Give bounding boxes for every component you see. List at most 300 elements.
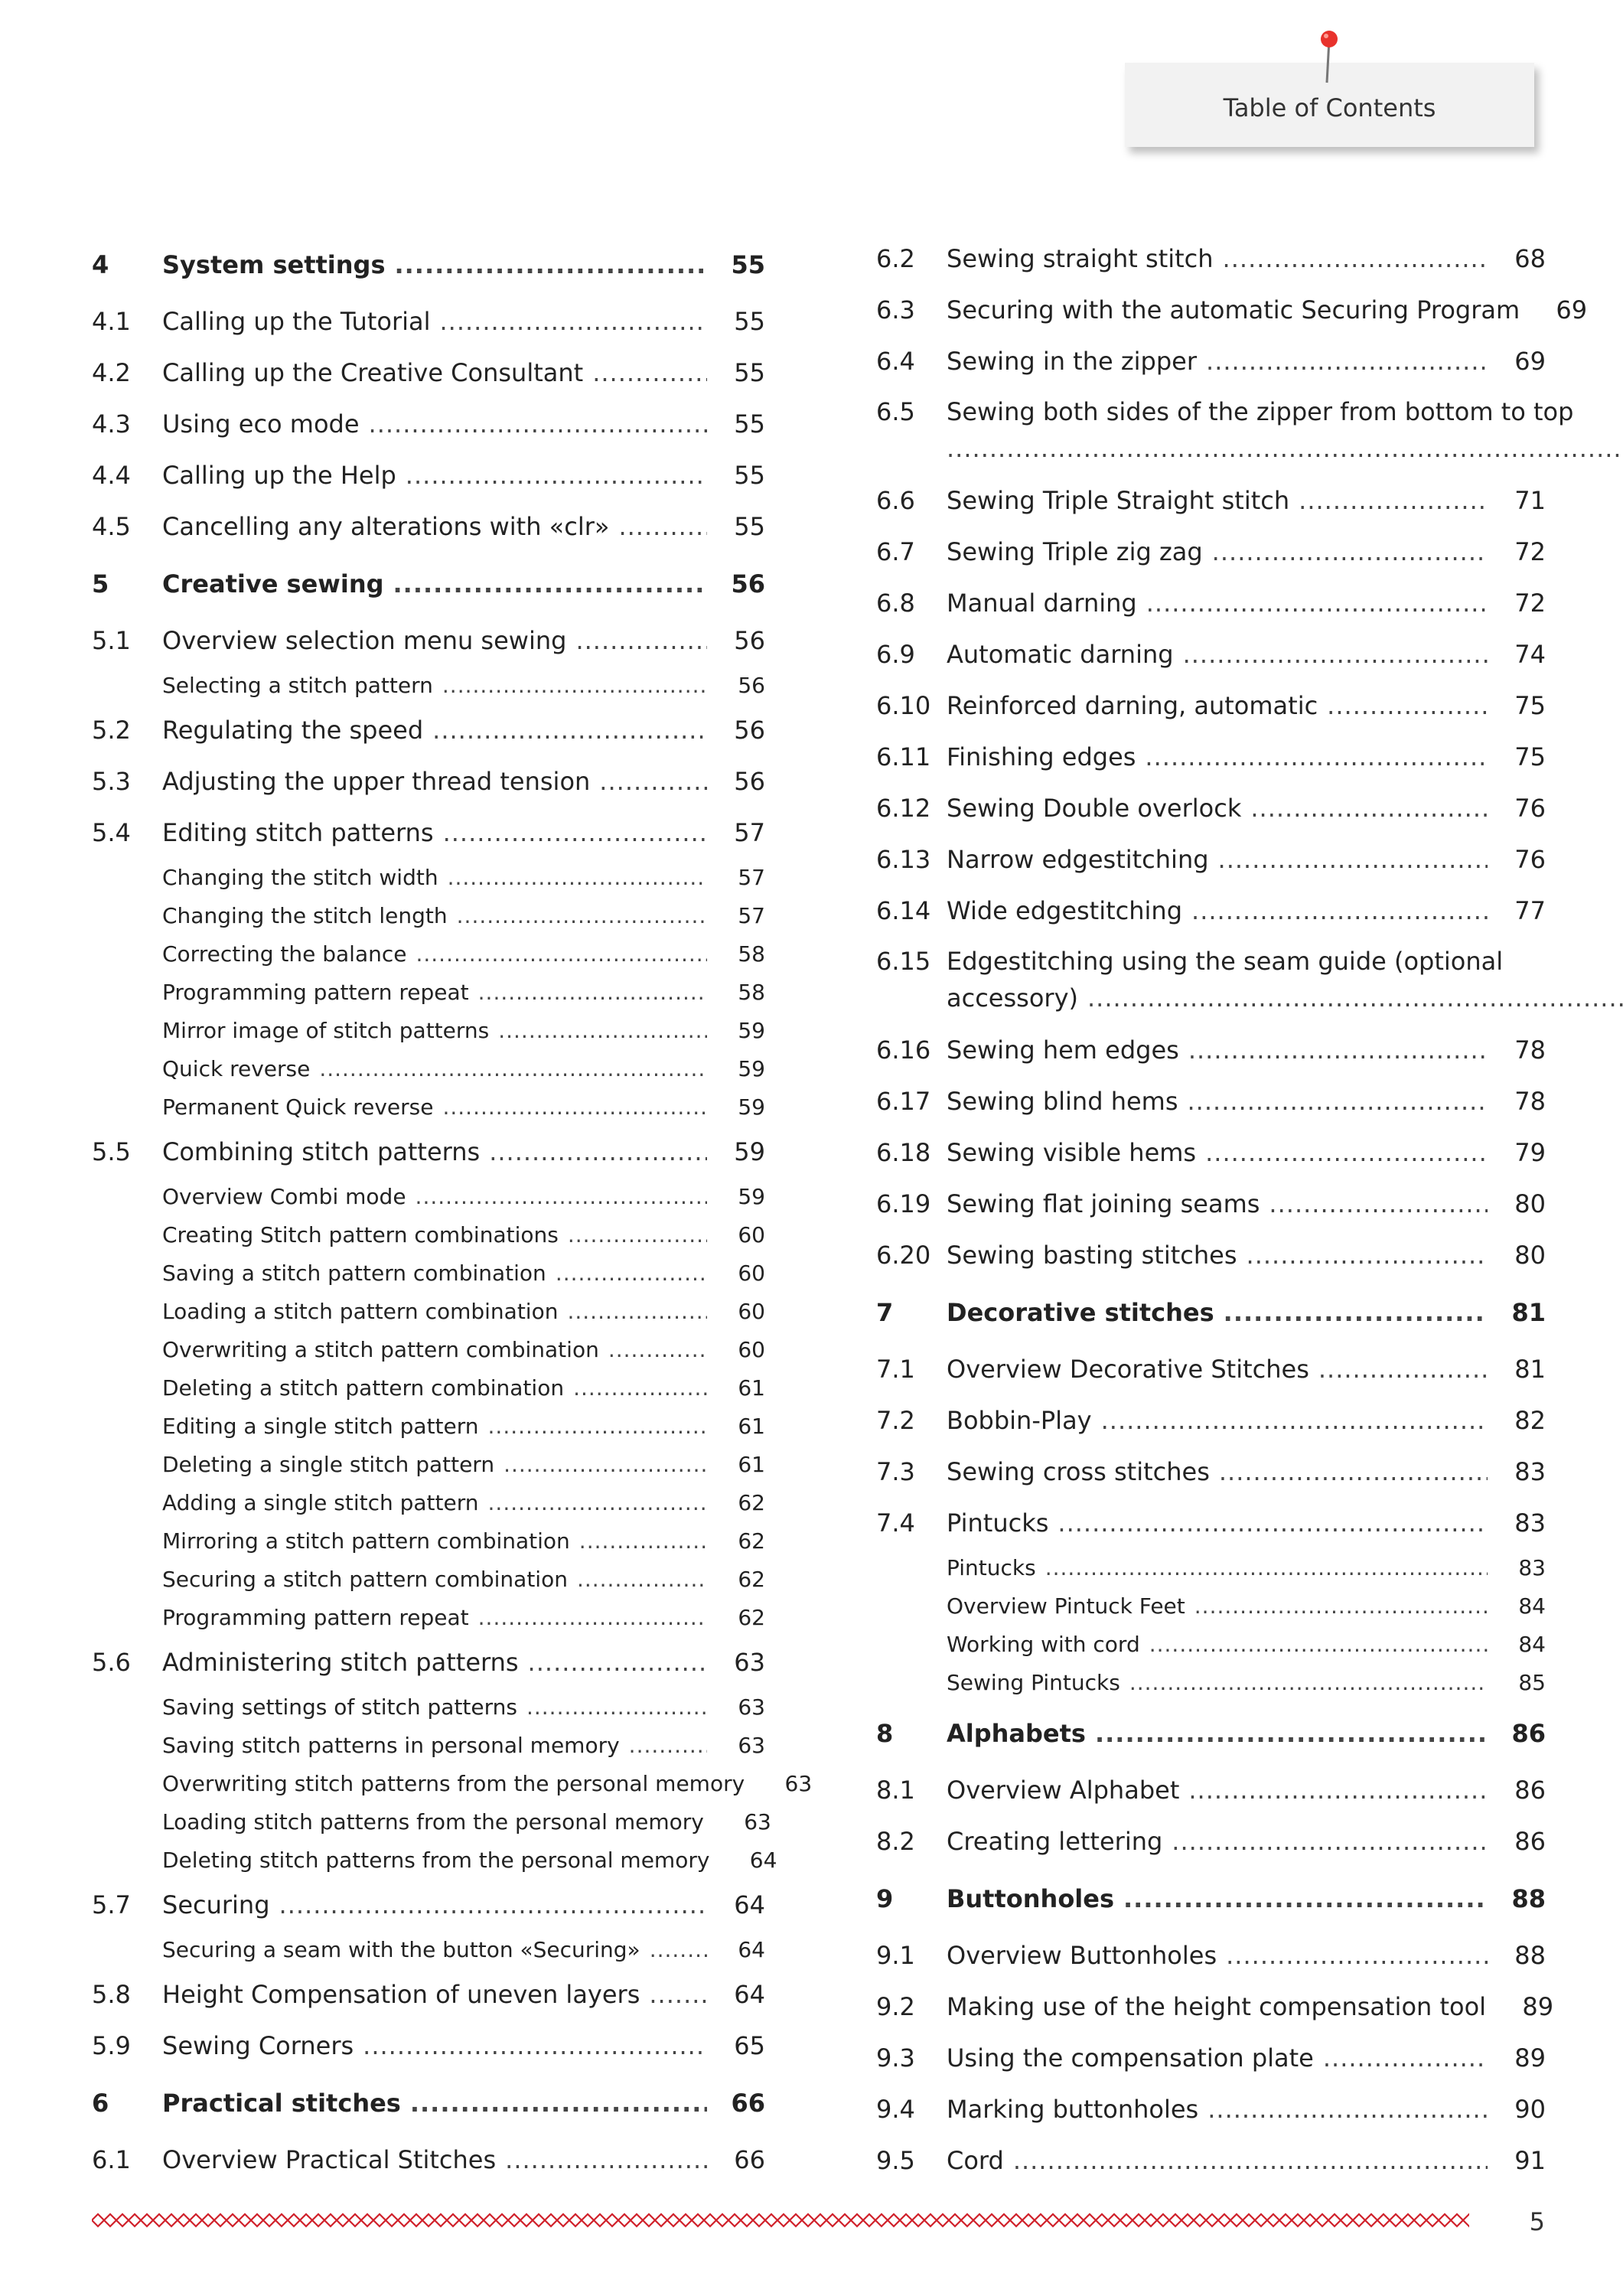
- toc-entry-page: 64: [749, 1848, 777, 1874]
- leader-dots: [1013, 2146, 1488, 2175]
- toc-entry-title: Narrow edgestitching: [947, 845, 1209, 875]
- toc-entry-page: 55: [734, 409, 765, 439]
- toc-entry[interactable]: [92, 1637, 765, 1688]
- leader-dots: [1212, 537, 1488, 566]
- toc-entry-title: Mirroring a stitch pattern combination: [162, 1528, 570, 1554]
- toc-entry[interactable]: [876, 1281, 1546, 1344]
- stitch-mark: [643, 2214, 655, 2226]
- toc-entry-page: 83: [1514, 1508, 1546, 1538]
- toc-entry-title: Creative sewing: [162, 569, 384, 598]
- toc-entry-title: Securing a seam with the button «Securing»: [162, 1937, 640, 1963]
- leader-dots: [1269, 1189, 1488, 1218]
- toc-entry[interactable]: [876, 2033, 1546, 2084]
- toc-entry-title: Sewing straight stitch: [947, 244, 1214, 274]
- toc-entry-number: 8.1: [876, 1776, 915, 1805]
- toc-entry-title: Overwriting a stitch pattern combination: [162, 1337, 599, 1363]
- stitch-mark: [1181, 2214, 1194, 2226]
- leader-dots: [1095, 1719, 1488, 1748]
- stitch-mark: [1463, 2214, 1469, 2226]
- leader-dots: [498, 1018, 707, 1044]
- leader-dots: [1318, 1355, 1488, 1384]
- toc-entry-title: Decorative stitches: [947, 1297, 1214, 1327]
- toc-entry-title: System settings: [162, 249, 386, 279]
- leader-dots: [478, 980, 707, 1006]
- toc-entry[interactable]: [92, 1803, 771, 1841]
- toc-entry[interactable]: [92, 1484, 765, 1522]
- toc-entry[interactable]: [92, 1050, 765, 1088]
- toc-entry-page: 62: [738, 1567, 765, 1593]
- toc-entry-title: Editing a single stitch pattern: [162, 1414, 479, 1440]
- stitch-mark: [398, 2214, 410, 2226]
- toc-entry[interactable]: [92, 501, 765, 553]
- toc-entry[interactable]: [92, 1841, 777, 1880]
- toc-entry-number: 4.5: [92, 512, 131, 542]
- toc-entry-page: 69: [1556, 295, 1588, 325]
- toc-entry-number: 6.1: [92, 2145, 131, 2175]
- stitch-mark: [1341, 2214, 1353, 2226]
- toc-entry[interactable]: [876, 1025, 1546, 1076]
- stitch-mark: [1010, 2214, 1022, 2226]
- stitch-mark: [839, 2214, 851, 2226]
- toc-entry[interactable]: [92, 1331, 765, 1369]
- toc-entry-title: Sewing blind hems: [947, 1087, 1178, 1117]
- leader-dots: [1172, 1827, 1488, 1856]
- toc-entry-number: 7: [876, 1297, 894, 1327]
- leader-dots: [369, 409, 707, 439]
- toc-entry-page: 55: [731, 249, 765, 279]
- toc-entry[interactable]: [876, 1981, 1554, 2033]
- toc-entry-title: Loading a stitch pattern combination: [162, 1299, 559, 1325]
- toc-entry-number: 6.15: [876, 947, 931, 976]
- toc-entry-page: 59: [738, 1056, 765, 1082]
- leader-dots: [489, 1137, 707, 1166]
- stitch-mark: [1328, 2214, 1341, 2226]
- toc-entry[interactable]: [876, 1626, 1546, 1664]
- toc-entry[interactable]: [876, 1587, 1546, 1626]
- toc-entry-title: Sewing flat joining seams: [947, 1189, 1260, 1219]
- toc-entry-page: 56: [734, 626, 765, 656]
- toc-entry[interactable]: [92, 897, 765, 935]
- toc-entry[interactable]: [876, 1816, 1546, 1867]
- stitch-mark: [1243, 2214, 1255, 2226]
- toc-entry-page: 59: [738, 1094, 765, 1120]
- toc-entry[interactable]: [876, 1344, 1546, 1395]
- toc-entry[interactable]: [92, 1127, 765, 1178]
- toc-entry-title: Alphabets: [947, 1718, 1086, 1748]
- stitch-mark: [1426, 2214, 1439, 2226]
- stitch-mark: [1451, 2214, 1463, 2226]
- toc-entry-number: 9: [876, 1883, 894, 1913]
- toc-entry-number: 6.3: [876, 295, 915, 325]
- toc-entry[interactable]: [92, 807, 765, 859]
- toc-entry-page: 64: [734, 1980, 765, 2010]
- toc-entry-number: 6.4: [876, 347, 915, 377]
- stitch-mark: [1365, 2214, 1377, 2226]
- toc-entry-page: 74: [1514, 640, 1546, 670]
- toc-entry[interactable]: [876, 783, 1546, 834]
- toc-entry-number: 6.12: [876, 794, 931, 823]
- toc-entry[interactable]: [92, 935, 765, 974]
- toc-entry-page: 75: [1514, 742, 1546, 772]
- toc-entry-page: 79: [1514, 1138, 1546, 1168]
- toc-entry-number: 6.9: [876, 640, 915, 670]
- toc-entry[interactable]: [92, 1178, 765, 1216]
- stitch-mark: [386, 2214, 398, 2226]
- toc-entry-page: 81: [1511, 1297, 1546, 1327]
- leader-dots: [1194, 1593, 1488, 1619]
- toc-entry-title: Calling up the Help: [162, 461, 396, 491]
- toc-entry[interactable]: [876, 629, 1546, 680]
- toc-entry-page: 60: [738, 1299, 765, 1325]
- toc-entry[interactable]: [92, 1765, 813, 1803]
- toc-entry-title: Edgestitching using the seam guide (optional: [947, 947, 1504, 976]
- leader-dots: [947, 430, 1623, 467]
- toc-entry[interactable]: [92, 296, 765, 347]
- toc-entry[interactable]: [92, 1088, 765, 1127]
- toc-entry-page: 59: [734, 1137, 765, 1167]
- toc-entry[interactable]: [92, 450, 765, 501]
- stitch-mark: [1157, 2214, 1169, 2226]
- leader-dots: [393, 569, 708, 598]
- toc-entry-title: Programming pattern repeat: [162, 1605, 469, 1631]
- toc-entry[interactable]: [876, 2135, 1546, 2187]
- stitch-mark: [863, 2214, 875, 2226]
- leader-dots: [1188, 1087, 1488, 1116]
- stitch-mark: [1133, 2214, 1145, 2226]
- toc-entry[interactable]: [92, 1012, 765, 1050]
- toc-entry-page: 88: [1511, 1883, 1546, 1913]
- toc-entry[interactable]: [876, 1664, 1546, 1702]
- leader-dots: [1188, 1776, 1488, 1805]
- toc-entry-number: 6.6: [876, 486, 915, 516]
- stitch-mark: [557, 2214, 569, 2226]
- toc-entry-title: Overview Combi mode: [162, 1184, 406, 1210]
- stitch-mark: [826, 2214, 839, 2226]
- toc-entry[interactable]: [876, 336, 1546, 387]
- stitch-mark: [704, 2214, 716, 2226]
- toc-entry[interactable]: [92, 1216, 765, 1254]
- leader-dots: [1223, 244, 1488, 273]
- toc-entry[interactable]: [876, 1446, 1546, 1498]
- toc-entry[interactable]: [876, 1930, 1546, 1981]
- toc-entry[interactable]: [876, 1127, 1546, 1179]
- toc-entry-title: Cord: [947, 2146, 1004, 2176]
- toc-entry[interactable]: [876, 285, 1588, 336]
- stitch-mark: [618, 2214, 631, 2226]
- stitch-mark: [765, 2214, 777, 2226]
- leader-dots: [319, 1056, 707, 1082]
- toc-entry[interactable]: [876, 680, 1546, 732]
- stitch-mark: [655, 2214, 667, 2226]
- toc-entry[interactable]: [92, 1727, 765, 1765]
- toc-entry-number: 8: [876, 1718, 894, 1748]
- toc-entry-page: 63: [738, 1694, 765, 1720]
- toc-entry[interactable]: [92, 1880, 765, 1931]
- toc-entry-page: 62: [738, 1528, 765, 1554]
- stitch-mark: [153, 2214, 165, 2226]
- toc-entry-title: Overview Buttonholes: [947, 1941, 1217, 1971]
- stitch-mark: [998, 2214, 1010, 2226]
- toc-entry[interactable]: [92, 667, 765, 705]
- toc-right-column: [876, 233, 1588, 2187]
- toc-entry[interactable]: [92, 1522, 765, 1561]
- toc-entry[interactable]: [92, 2020, 765, 2072]
- toc-entry-title: Adding a single stitch pattern: [162, 1490, 479, 1516]
- stitch-mark: [888, 2214, 900, 2226]
- toc-entry-page: 86: [1514, 1776, 1546, 1805]
- leader-dots: [1183, 640, 1488, 669]
- toc-entry-page: 71: [1514, 486, 1546, 516]
- toc-entry[interactable]: [876, 1179, 1546, 1230]
- toc-entry[interactable]: [92, 1446, 765, 1484]
- toc-entry-page: 88: [1514, 1941, 1546, 1971]
- toc-entry-page: 66: [731, 2088, 765, 2118]
- leader-dots: [1145, 742, 1488, 771]
- toc-entry-page: 56: [738, 673, 765, 699]
- toc-entry-number: 5.2: [92, 716, 131, 745]
- toc-entry-page: 63: [744, 1809, 771, 1835]
- toc-entry-title: Calling up the Creative Consultant: [162, 358, 584, 388]
- toc-entry-page: 89: [1514, 2043, 1546, 2073]
- leader-dots: [1207, 2095, 1488, 2124]
- leader-dots: [1045, 1555, 1488, 1581]
- toc-entry-page: 64: [734, 1890, 765, 1920]
- toc-entry-number: 4.3: [92, 409, 131, 439]
- toc-entry-page: 85: [1518, 1670, 1546, 1696]
- stitch-mark: [227, 2214, 239, 2226]
- stitch-mark: [263, 2214, 275, 2226]
- toc-entry-page: 61: [738, 1375, 765, 1401]
- stitch-mark: [1096, 2214, 1108, 2226]
- stitch-mark: [1194, 2214, 1206, 2226]
- leader-dots: [1058, 1508, 1488, 1538]
- toc-entry-page: 63: [738, 1733, 765, 1759]
- toc-entry[interactable]: [876, 475, 1546, 527]
- toc-entry[interactable]: [92, 1688, 765, 1727]
- toc-entry[interactable]: [876, 578, 1546, 629]
- toc-entry-number: 6.13: [876, 845, 931, 875]
- stitch-mark: [129, 2214, 141, 2226]
- stitch-mark: [1169, 2214, 1181, 2226]
- toc-entry-page: 57: [738, 903, 765, 929]
- leader-dots: [1327, 691, 1488, 720]
- leader-dots: [1149, 1632, 1488, 1658]
- toc-entry-page: 72: [1514, 537, 1546, 567]
- toc-entry[interactable]: [876, 233, 1546, 285]
- toc-entry-number: 7.1: [876, 1355, 915, 1384]
- toc-entry-number: 6.20: [876, 1241, 931, 1270]
- toc-entry[interactable]: [92, 2135, 765, 2186]
- toc-entry-page: 57: [734, 818, 765, 848]
- leader-dots: [1250, 794, 1488, 823]
- toc-entry[interactable]: [876, 834, 1546, 885]
- toc-entry[interactable]: [92, 1931, 765, 1969]
- toc-entry[interactable]: [92, 615, 765, 667]
- stitch-mark: [410, 2214, 422, 2226]
- toc-entry[interactable]: [92, 1969, 765, 2020]
- leader-dots: [1191, 896, 1488, 925]
- leader-dots: [1299, 486, 1488, 515]
- stitch-mark: [508, 2214, 520, 2226]
- toc-entry[interactable]: [876, 527, 1546, 578]
- stitch-mark: [1071, 2214, 1084, 2226]
- toc-entry-page: 78: [1514, 1035, 1546, 1065]
- toc-entry[interactable]: [876, 1230, 1546, 1281]
- leader-dots: [488, 1490, 707, 1516]
- toc-entry[interactable]: [876, 1549, 1546, 1587]
- leader-dots: [442, 1094, 707, 1120]
- toc-entry-page: 89: [1522, 1992, 1554, 2022]
- leader-dots: [416, 1184, 707, 1210]
- stitch-mark: [790, 2214, 802, 2226]
- leader-dots: [618, 512, 707, 541]
- toc-entry-title: Calling up the Tutorial: [162, 307, 431, 337]
- toc-entry-page: 55: [734, 307, 765, 337]
- toc-entry[interactable]: [92, 1293, 765, 1331]
- toc-entry[interactable]: [876, 1395, 1546, 1446]
- stitch-mark: [912, 2214, 924, 2226]
- stitch-mark: [373, 2214, 386, 2226]
- toc-entry-page: 80: [1514, 1241, 1546, 1270]
- toc-entry-title: Sewing hem edges: [947, 1035, 1179, 1065]
- leader-dots: [579, 1528, 707, 1554]
- toc-entry[interactable]: [92, 1254, 765, 1293]
- toc-entry-page: 56: [734, 767, 765, 797]
- toc-entry-title: Reinforced darning, automatic: [947, 691, 1318, 721]
- leader-dots: [1123, 1884, 1488, 1913]
- toc-entry[interactable]: [92, 859, 765, 897]
- toc-entry[interactable]: [876, 387, 1574, 475]
- toc-entry[interactable]: [876, 1498, 1546, 1549]
- leader-dots: [488, 1414, 707, 1440]
- toc-entry-title: Combining stitch patterns: [162, 1137, 481, 1167]
- toc-entry-page: 80: [1514, 1189, 1546, 1219]
- toc-entry-number: 5.5: [92, 1137, 131, 1167]
- stitch-mark: [1292, 2214, 1304, 2226]
- leader-dots: [575, 626, 707, 655]
- toc-entry-number: 6: [92, 2088, 109, 2118]
- toc-entry[interactable]: [876, 1867, 1546, 1930]
- toc-entry-number: 9.5: [876, 2146, 915, 2176]
- stitch-mark: [337, 2214, 349, 2226]
- toc-entry-title: Sewing cross stitches: [947, 1457, 1210, 1487]
- toc-entry[interactable]: [92, 347, 765, 399]
- toc-entry[interactable]: [876, 732, 1546, 783]
- toc-entry-title: Sewing Triple Straight stitch: [947, 486, 1290, 516]
- toc-entry-title: Overview selection menu sewing: [162, 626, 567, 656]
- stitch-mark: [459, 2214, 471, 2226]
- toc-entry[interactable]: [92, 1369, 765, 1407]
- toc-entry-title: Sewing Triple zig zag: [947, 537, 1203, 567]
- toc-entry[interactable]: [876, 937, 1546, 1025]
- stitch-mark: [1255, 2214, 1267, 2226]
- toc-entry-page: 55: [734, 512, 765, 542]
- stitch-mark: [520, 2214, 533, 2226]
- leader-dots: [599, 767, 707, 796]
- leader-dots: [568, 1222, 707, 1248]
- toc-entry-number: 5.7: [92, 1890, 131, 1920]
- page-number: 5: [1529, 2207, 1545, 2236]
- stitch-mark: [1377, 2214, 1390, 2226]
- leader-dots: [1205, 1138, 1488, 1167]
- leader-dots: [1206, 347, 1488, 376]
- leader-dots: [526, 1694, 707, 1720]
- stitch-mark: [1390, 2214, 1402, 2226]
- toc-entry[interactable]: [92, 233, 765, 296]
- toc-entry-number: 7.4: [876, 1508, 915, 1538]
- stitch-mark: [716, 2214, 728, 2226]
- toc-entry-number: 9.1: [876, 1941, 915, 1971]
- stitch-mark: [680, 2214, 692, 2226]
- toc-entry-title: Correcting the balance: [162, 941, 407, 967]
- toc-entry[interactable]: [876, 1702, 1546, 1765]
- toc-entry[interactable]: [92, 399, 765, 450]
- toc-entry-title: Programming pattern repeat: [162, 980, 469, 1006]
- toc-entry-number: 6.8: [876, 589, 915, 618]
- leader-dots: [629, 1733, 707, 1759]
- toc-entry-title: Overview Alphabet: [947, 1776, 1180, 1805]
- toc-entry-number: 8.2: [876, 1827, 915, 1857]
- stitch-mark: [312, 2214, 324, 2226]
- toc-entry[interactable]: [92, 1561, 765, 1599]
- toc-entry-number: 9.4: [876, 2095, 915, 2125]
- stitch-mark: [1316, 2214, 1328, 2226]
- stitch-mark: [777, 2214, 790, 2226]
- toc-entry-page: 60: [738, 1222, 765, 1248]
- toc-entry[interactable]: [92, 1407, 765, 1446]
- toc-entry[interactable]: [92, 2072, 765, 2135]
- toc-entry-title: Saving settings of stitch patterns: [162, 1694, 517, 1720]
- toc-entry-title: Height Compensation of uneven layers: [162, 1980, 640, 2010]
- toc-entry-title: Changing the stitch length: [162, 903, 448, 929]
- toc-entry-title: Pintucks: [947, 1508, 1049, 1538]
- toc-entry-number: 5.1: [92, 626, 131, 656]
- toc-entry-number: 5.3: [92, 767, 131, 797]
- stitch-mark: [1267, 2214, 1279, 2226]
- toc-entry-title: Administering stitch patterns: [162, 1648, 519, 1678]
- leader-dots: [650, 1937, 707, 1963]
- toc-entry[interactable]: [876, 885, 1546, 937]
- stitch-mark: [924, 2214, 937, 2226]
- toc-entry-page: 75: [1514, 691, 1546, 721]
- toc-entry[interactable]: [876, 1765, 1546, 1816]
- stitch-mark: [1414, 2214, 1426, 2226]
- stitch-mark: [484, 2214, 496, 2226]
- toc-entry-page: 63: [734, 1648, 765, 1678]
- toc-entry[interactable]: [876, 2084, 1546, 2135]
- toc-entry[interactable]: [92, 705, 765, 756]
- toc-entry[interactable]: [876, 1076, 1546, 1127]
- toc-entry[interactable]: [92, 974, 765, 1012]
- toc-entry[interactable]: [92, 756, 765, 807]
- stitch-mark: [275, 2214, 288, 2226]
- leader-dots: [457, 903, 707, 929]
- toc-entry-page: 84: [1518, 1632, 1546, 1658]
- stitch-mark: [851, 2214, 863, 2226]
- toc-entry-title: Changing the stitch width: [162, 865, 438, 891]
- leader-dots: [410, 2089, 707, 2118]
- toc-entry-number: 4.2: [92, 358, 131, 388]
- toc-entry[interactable]: [92, 553, 765, 615]
- toc-entry-number: 5.8: [92, 1980, 131, 2010]
- leader-dots: [1247, 1241, 1488, 1270]
- leader-dots: [1087, 980, 1623, 1016]
- toc-entry[interactable]: [92, 1599, 765, 1637]
- toc-entry-number: 6.2: [876, 244, 915, 274]
- toc-entry-page: 58: [738, 941, 765, 967]
- toc-entry-page: 81: [1514, 1355, 1546, 1384]
- stitch-mark: [92, 2214, 104, 2226]
